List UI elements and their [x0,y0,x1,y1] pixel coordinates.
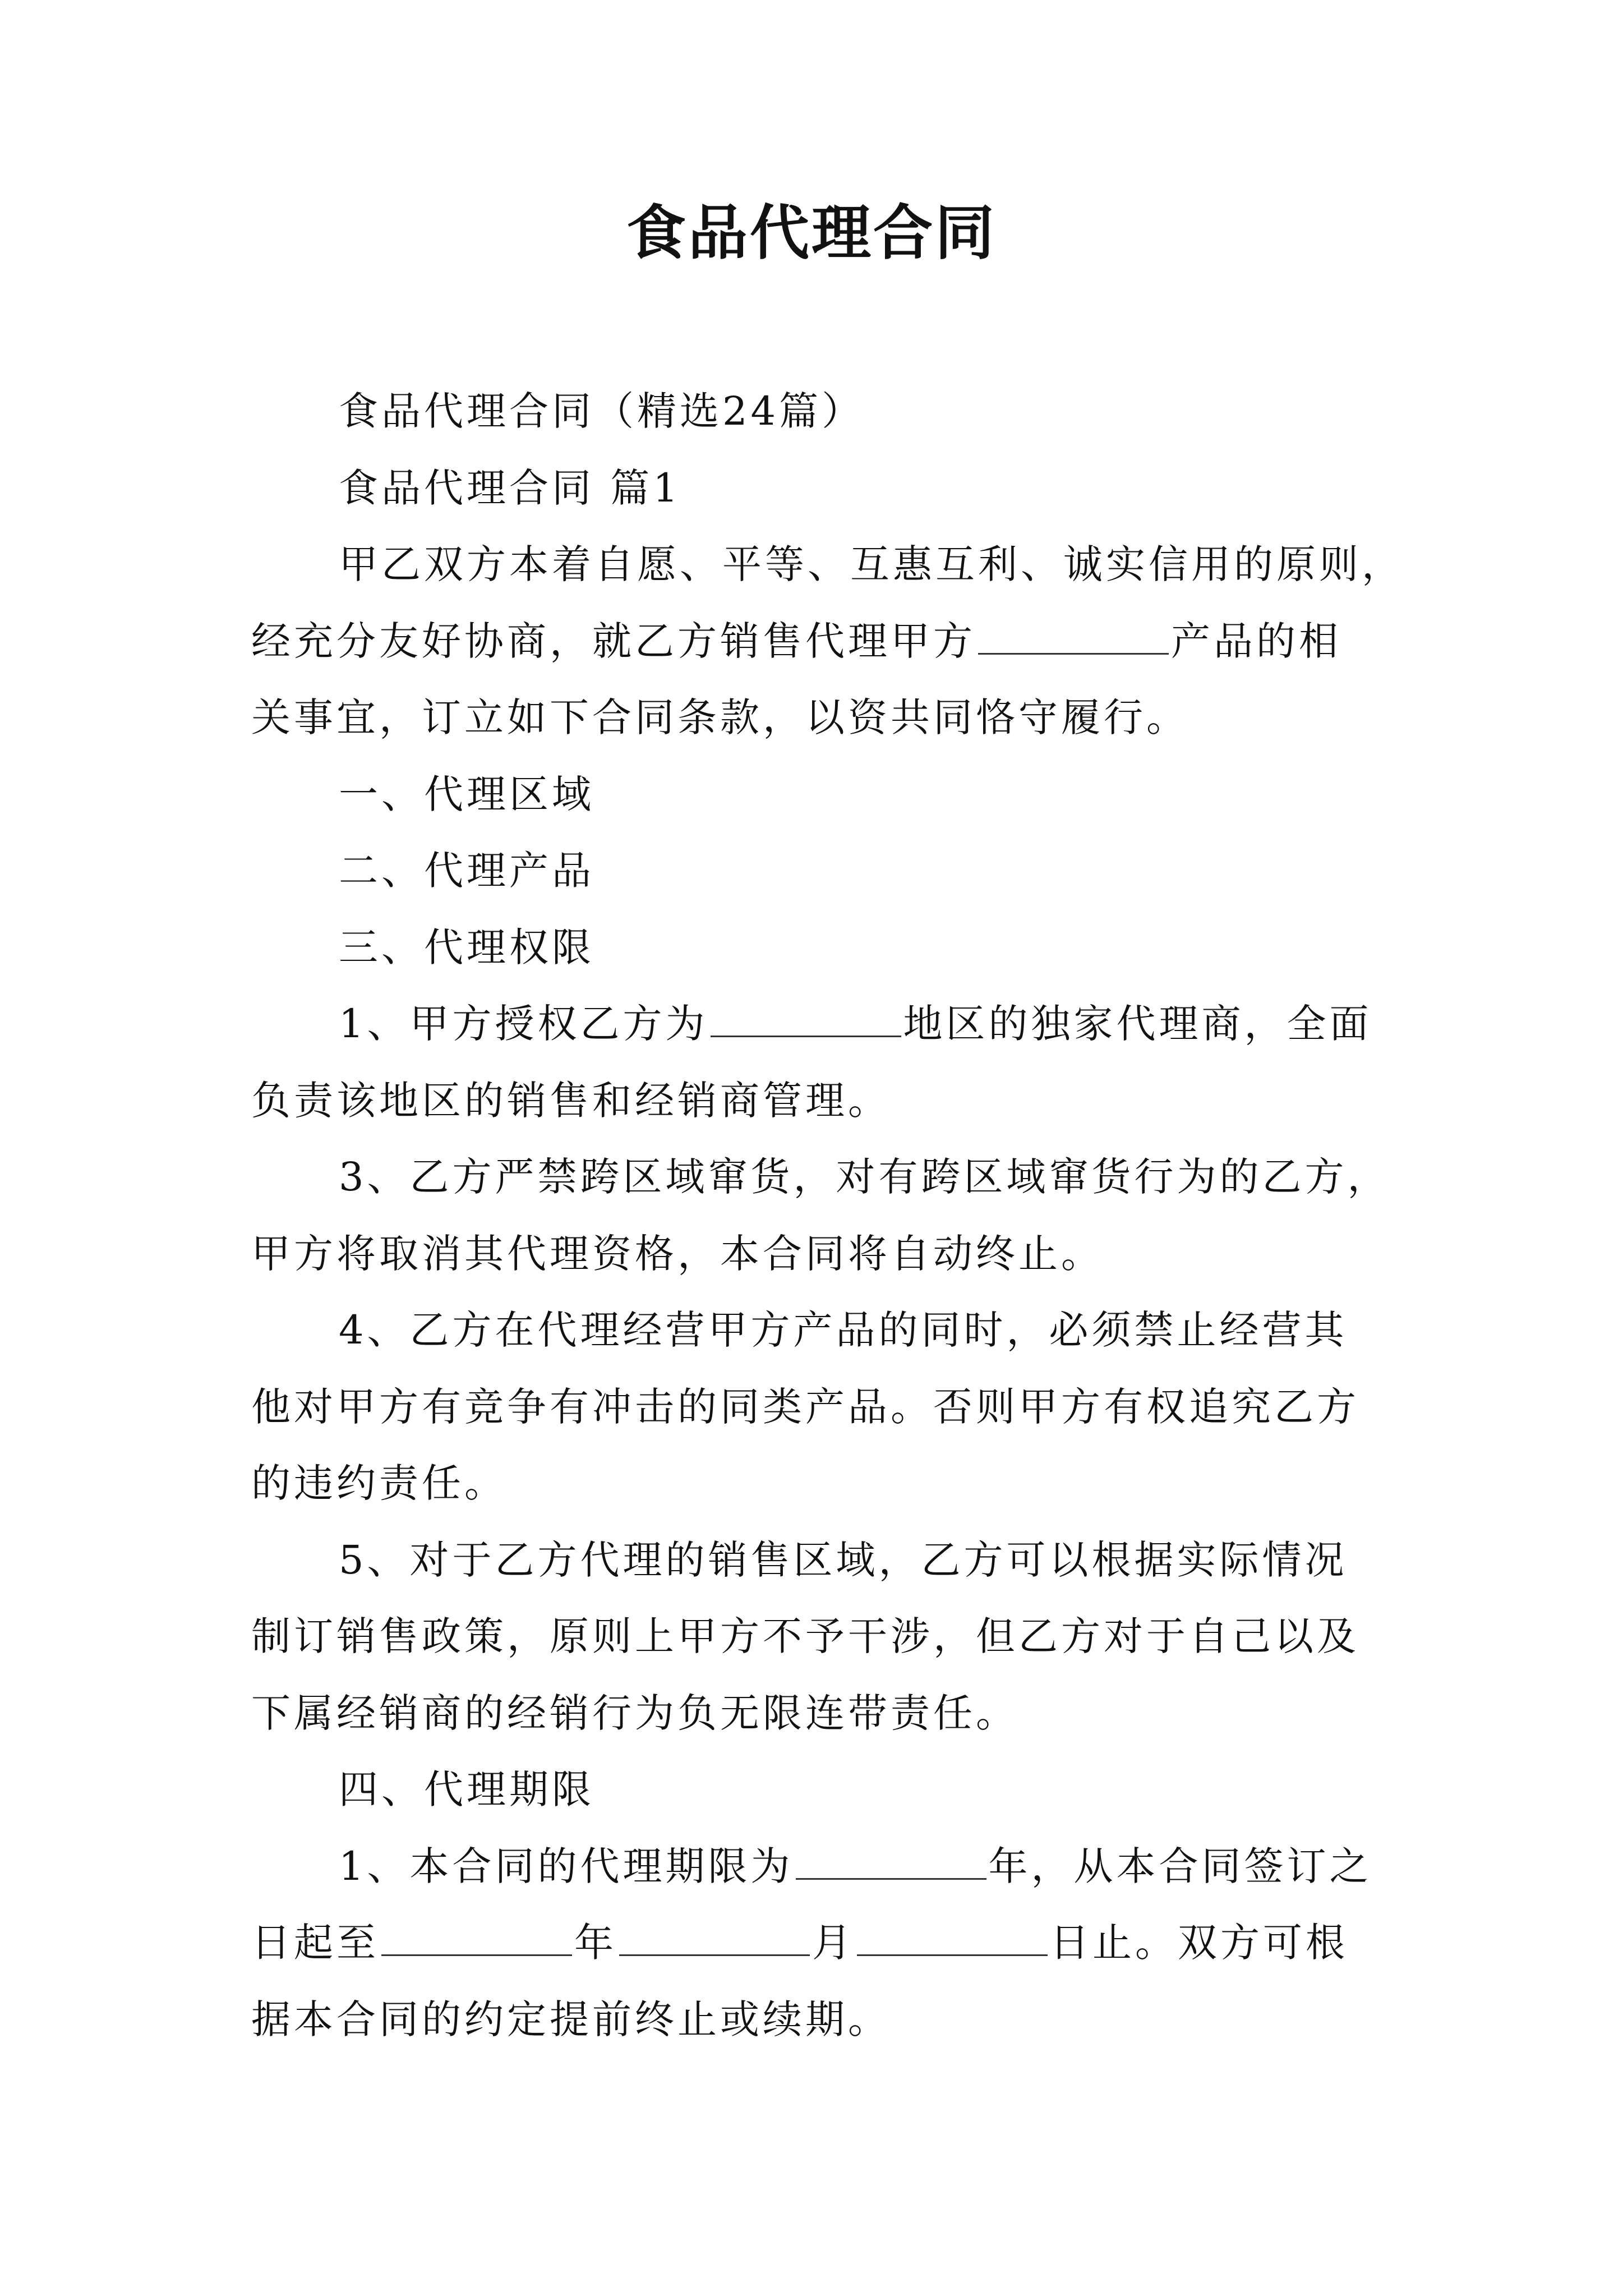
paragraph-line: 的违约责任。 [251,1460,507,1506]
text-segment: 地区的独家代理商，全面 [903,1001,1372,1047]
clause-heading: 三、代理权限 [339,924,594,970]
paragraph-line: 制订销售政策，原则上甲方不予干涉，但乙方对于自己以及 [251,1613,1359,1659]
paragraph-line [251,616,1341,666]
paragraph-line [339,999,1372,1049]
fill-in-blank [711,1002,901,1037]
paragraph-line: 关事宜，订立如下合同条款，以资共同恪守履行。 [251,694,1189,740]
section-heading: 食品代理合同 篇1 [339,465,681,511]
paragraph-line: 据本合同的约定提前终止或续期。 [251,1996,891,2042]
text-segment: 经充分友好协商，就乙方销售代理甲方 [251,618,976,664]
clause-heading: 二、代理产品 [339,848,594,894]
paragraph-line: 3、乙方严禁跨区域窜货，对有跨区域窜货行为的乙方， [339,1154,1390,1200]
clause-heading: 一、代理区域 [339,771,594,817]
fill-in-blank [796,1844,986,1880]
fill-in-blank [619,1921,810,1956]
document-title: 食品代理合同 [626,197,997,268]
paragraph-line: 负责该地区的销售和经销商管理。 [251,1078,891,1124]
text-segment: 1、甲方授权乙方为 [339,1001,708,1047]
paragraph-line: 下属经销商的经销行为负无限连带责任。 [251,1690,1018,1736]
text-segment: 月 [812,1920,855,1966]
paragraph-line: 甲乙双方本着自愿、平等、互惠互利、诚实信用的原则， [339,541,1404,587]
text-segment: 日止。双方可根 [1050,1920,1348,1966]
text-segment: 1、本合同的代理期限为 [339,1843,794,1889]
text-segment: 日起至 [251,1920,379,1966]
fill-in-blank [978,619,1169,655]
paragraph-line [339,1841,1372,1892]
paragraph-line: 他对甲方有竞争有冲击的同类产品。否则甲方有权追究乙方 [251,1384,1359,1430]
subtitle: 食品代理合同（精选24篇） [339,388,865,434]
paragraph-line: 5、对于乙方代理的销售区域，乙方可以根据实际情况 [339,1537,1348,1583]
paragraph-line: 甲方将取消其代理资格，本合同将自动终止。 [251,1231,1104,1277]
fill-in-blank [857,1921,1048,1956]
text-segment: 年，从本合同签订之 [988,1843,1372,1889]
text-segment: 产品的相 [1171,618,1341,664]
paragraph-line [251,1917,1348,1968]
paragraph-line: 4、乙方在代理经营甲方产品的同时，必须禁止经营其 [339,1307,1348,1353]
clause-heading: 四、代理期限 [339,1766,594,1812]
text-segment: 年 [574,1920,617,1966]
fill-in-blank [381,1921,572,1956]
